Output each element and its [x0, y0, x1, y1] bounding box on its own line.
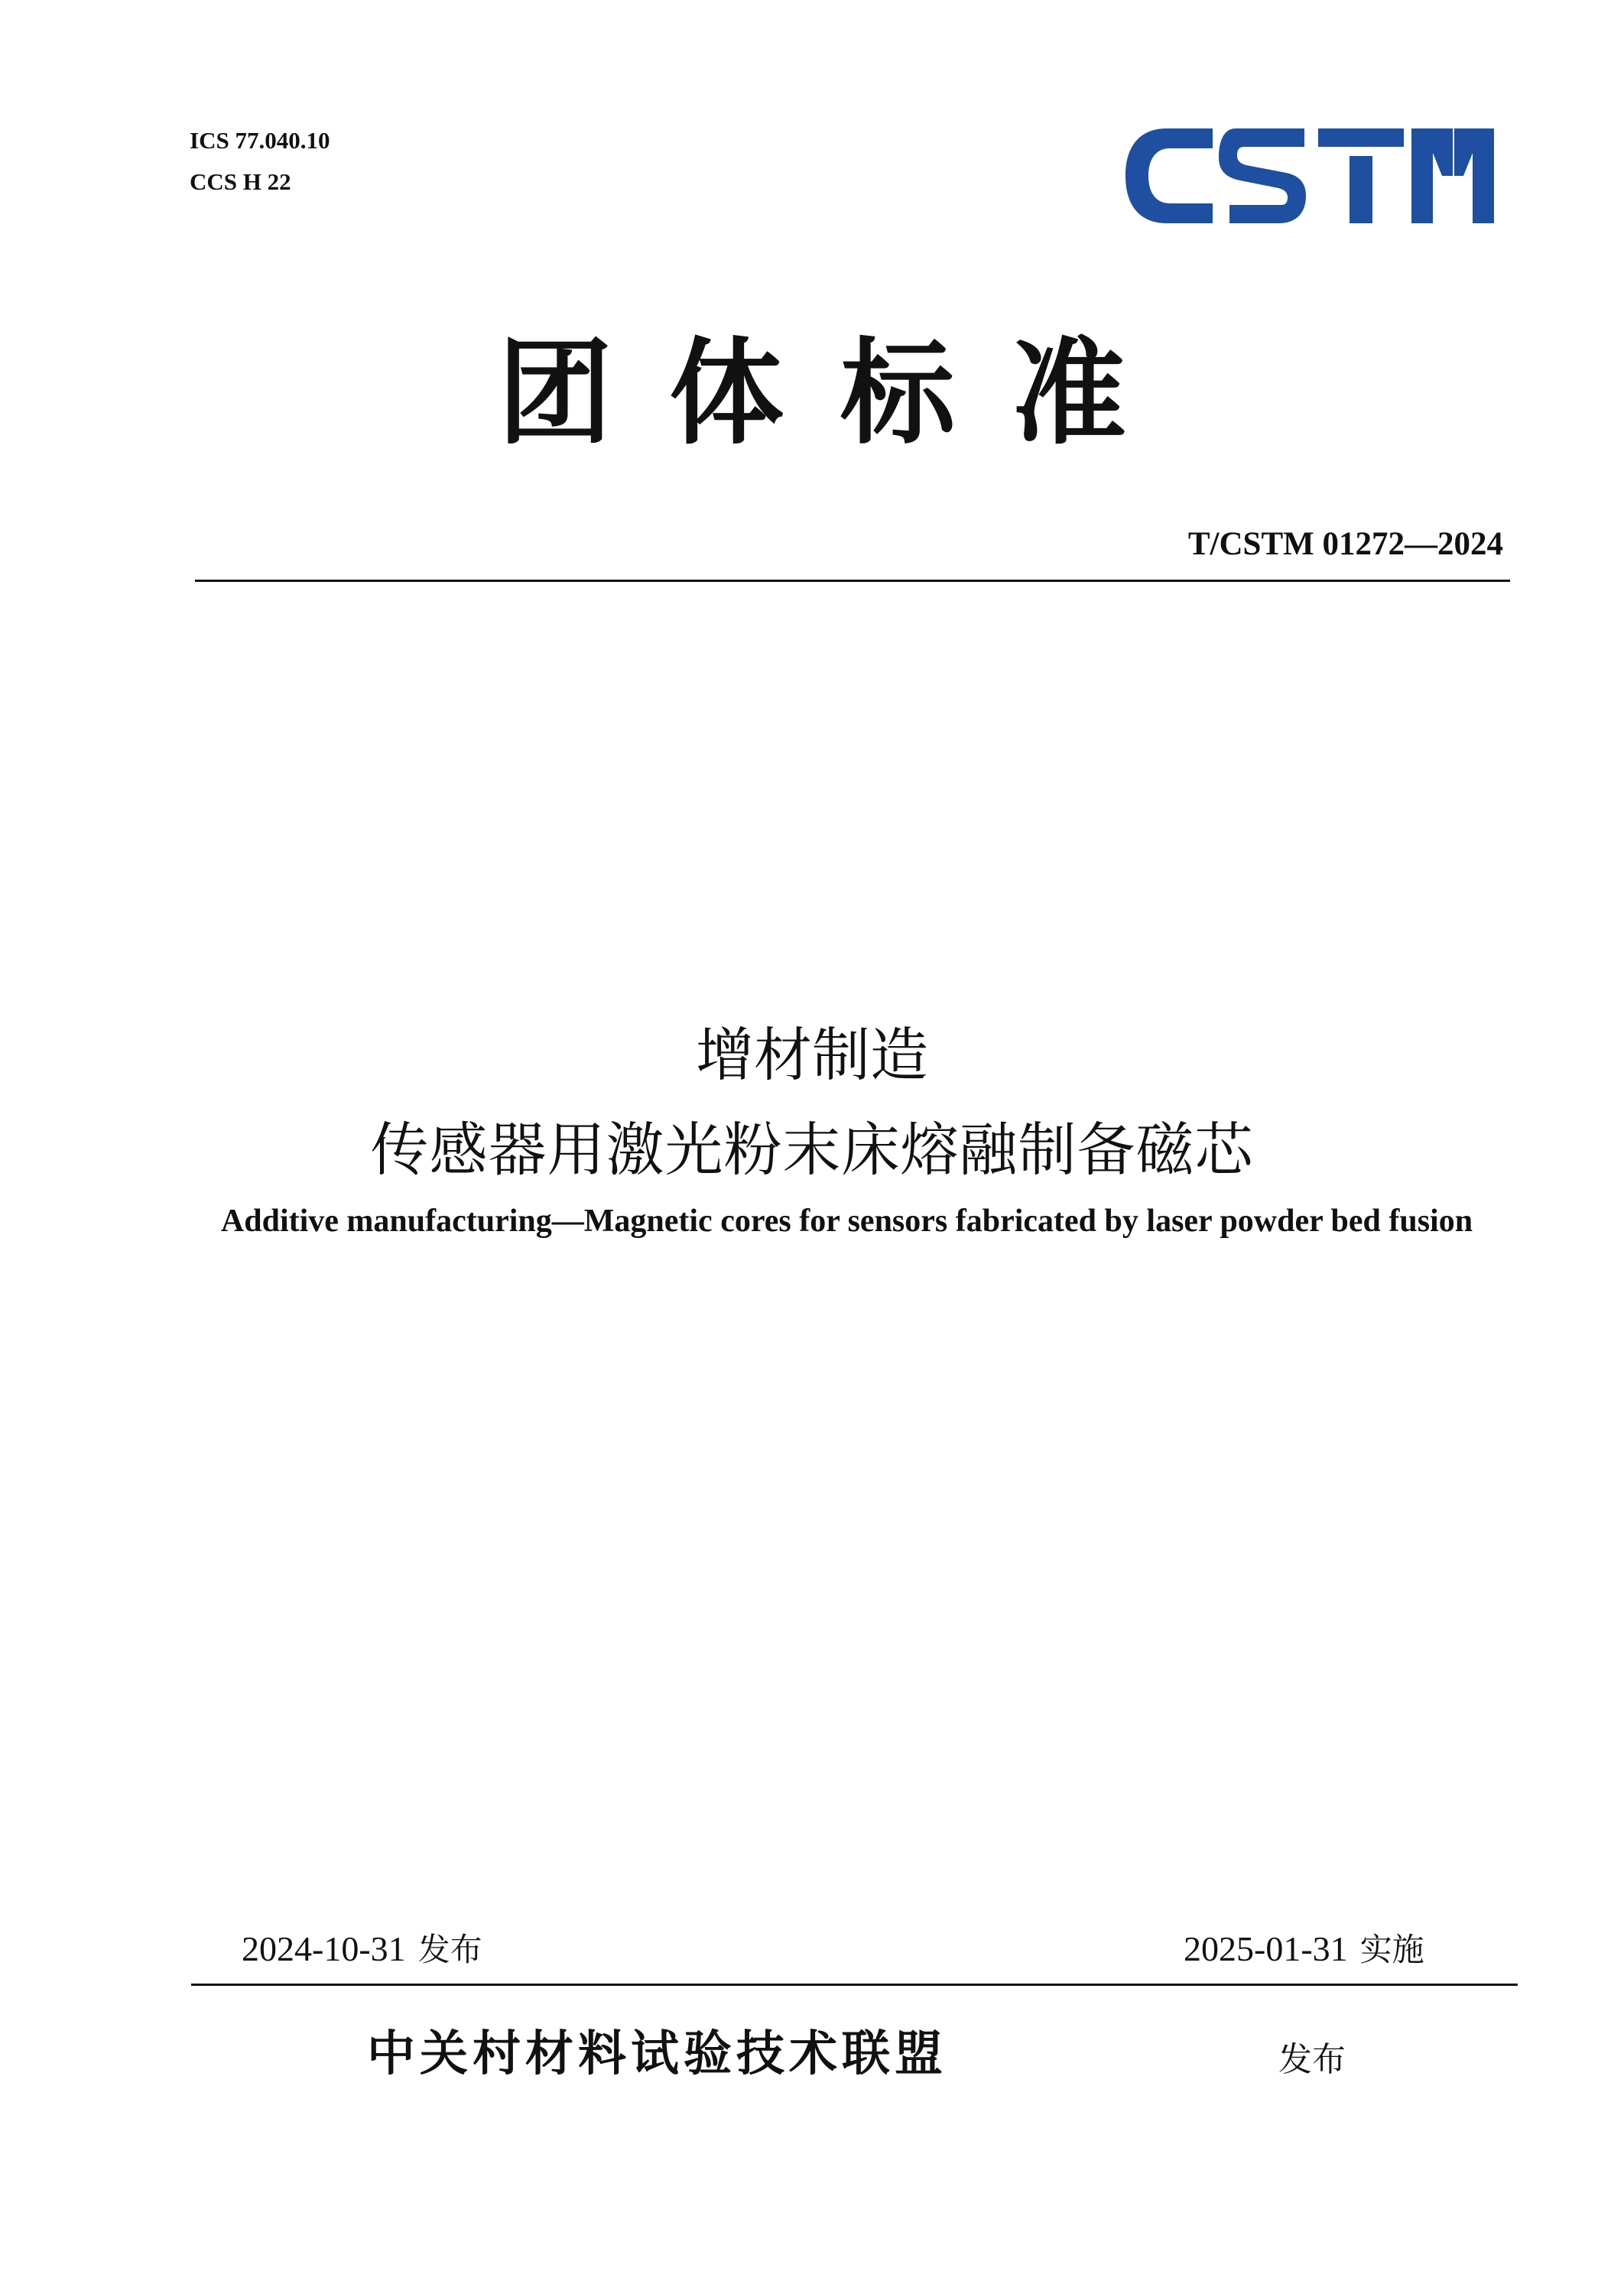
footer-divider: [191, 1984, 1518, 1986]
title-en: Additive manufacturing—Magnetic cores for sensors fabricated by laser powder bed fusion: [220, 1204, 1473, 1239]
issue-date-value: 2024-10-31: [242, 1929, 406, 1968]
publisher-name: 中关村材料试验技术联盟: [367, 2026, 947, 2081]
header-divider: [195, 580, 1510, 582]
cstm-logo: [1122, 122, 1497, 229]
ics-code: ICS 77.040.10: [190, 127, 330, 154]
ccs-code: CCS H 22: [190, 168, 291, 195]
standard-number: T/CSTM 01272—2024: [1187, 526, 1503, 562]
issue-date: [242, 1929, 482, 1968]
title-cn-line2: 传感器用激光粉末床熔融制备磁芯: [370, 1116, 1254, 1184]
implementation-date-label: 实施: [1359, 1931, 1424, 1968]
issue-date-label: 发布: [417, 1931, 482, 1968]
publisher-label: 发布: [1278, 2040, 1346, 2079]
document-type-heading: 团体标准: [497, 327, 1183, 460]
implementation-date-value: 2025-01-31: [1184, 1929, 1348, 1968]
title-cn-line1: 增材制造: [696, 1021, 928, 1089]
implementation-date: [1184, 1929, 1424, 1968]
